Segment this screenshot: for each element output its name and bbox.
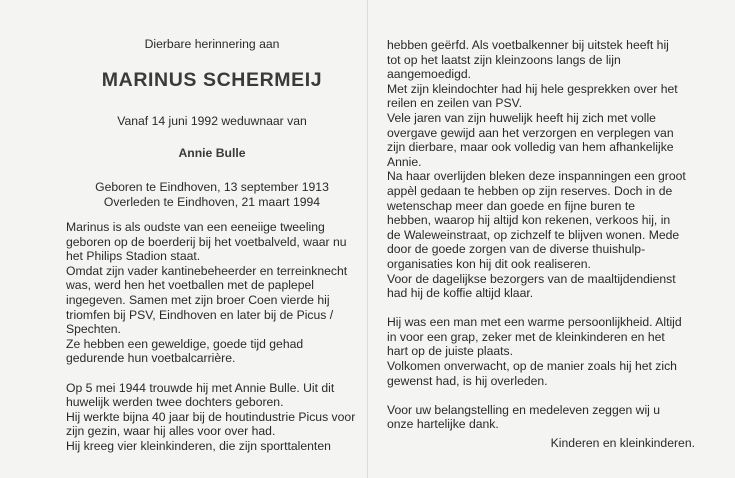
text-line: hebben, waarop hij altijd kon rekenen, verkoos hij, in <box>387 213 671 228</box>
text-line: ingegeven. Samen met zijn broer Coen vierde hij <box>66 292 330 307</box>
text-line: Spechten. <box>66 322 121 337</box>
text-line: overgave gewijd aan het verzorgen en verplegen van <box>387 125 674 140</box>
spouse-name: Annie Bulle <box>178 146 246 160</box>
text-line: Op 5 mei 1944 trouwde hij met Annie Bulle. Uit dit <box>66 380 335 395</box>
biography-right <box>387 38 717 451</box>
text-line: Voor uw belangstelling en medeleven zeggen wij u <box>387 402 661 417</box>
text-line: gewenst had, is hij overleden. <box>387 373 548 388</box>
text-line: aangemoedigd. <box>387 67 472 82</box>
widower-line: Vanaf 14 juni 1992 weduwnaar van <box>117 114 307 128</box>
text-line: Volkomen onverwacht, op de manier zoals hij het zich <box>387 359 677 374</box>
biography-left <box>66 220 358 454</box>
text-line: triomfen bij PSV, Eindhoven en later bij de Picus / <box>66 307 334 322</box>
card-fold-line <box>367 0 368 478</box>
text-line: hart op de juiste plaats. <box>387 344 514 359</box>
text-line: Hij was een man met een warme persoonlijkheid. Altijd <box>387 315 682 330</box>
text-line: hebben geërfd. Als voetbalkenner bij uitstek heeft hij <box>387 38 669 52</box>
text-line: organisaties kon hij dit ook realiseren. <box>387 256 591 271</box>
text-line: het Philips Stadion staat. <box>66 249 201 264</box>
text-line: Hij kreeg vier kleinkinderen, die zijn sporttalenten <box>66 438 331 453</box>
text-line: door de goede zorgen van de diverse thuishulp- <box>387 242 646 257</box>
text-line: appèl gedaan te hebben op zijn reserves. Doch in de <box>387 183 673 198</box>
intro-line: Dierbare herinnering aan <box>144 37 280 51</box>
text-line <box>387 301 717 316</box>
text-line: Hij werkte bijna 40 jaar bij de houtindustrie Picus voor <box>66 409 356 424</box>
text-line: de Waleweinstraat, op zichzelf te blijven wonen. Mede <box>387 227 680 242</box>
life-dates <box>66 180 358 209</box>
text-line: zijn gezin, waar hij alles voor over had. <box>66 424 276 439</box>
deceased-name: MARINUS SCHERMEIJ <box>101 69 323 91</box>
text-line: zijn dierbare, maar ook volledig van hem afhankelijke <box>387 140 674 155</box>
text-line: Vele jaren van zijn huwelijk heeft hij zich met volle <box>387 110 656 125</box>
text-line: in voor een grap, zeker met de kleinkinderen en het <box>387 329 665 344</box>
text-line: Annie. <box>387 154 422 169</box>
text-line: was, werd hen het voetballen met de paplepel <box>66 278 314 293</box>
text-line: Ze hebben een geweldige, goede tijd gehad <box>66 336 304 351</box>
text-line: Marinus is als oudste van een eeneiige tweeling <box>66 220 325 234</box>
text-line: reilen en zeilen van PSV. <box>387 96 523 111</box>
text-line: had hij de koffie altijd klaar. <box>387 286 534 301</box>
died-line: Overleden te Eindhoven, 21 maart 1994 <box>103 194 321 209</box>
born-line: Geboren te Eindhoven, 13 september 1913 <box>95 180 329 194</box>
text-line: gedurende hun voetbalcarrière. <box>66 351 236 366</box>
signature-line: Kinderen en kleinkinderen. <box>550 436 695 451</box>
text-line: Met zijn kleindochter had hij hele gesprekken over het <box>387 81 678 96</box>
text-line: onze hartelijke dank. <box>387 417 499 432</box>
text-line <box>387 388 717 403</box>
text-line: wetenschap meer dan goede en fijne buren te <box>387 198 635 213</box>
text-line: Voor de dagelijkse bezorgers van de maaltijdendienst <box>387 271 676 286</box>
text-line: geboren op de boerderij bij het voetbalveld, waar nu <box>66 234 347 249</box>
text-line: Na haar overlijden bleken deze inspanningen een groot <box>387 169 686 184</box>
text-line: huwelijk werden twee dochters geboren. <box>66 395 284 410</box>
text-line <box>66 366 358 381</box>
text-line: Omdat zijn vader kantinebeheerder en terreinknecht <box>66 263 348 278</box>
text-line: tot op het laatst zijn kleinzoons langs de lijn <box>387 52 621 67</box>
